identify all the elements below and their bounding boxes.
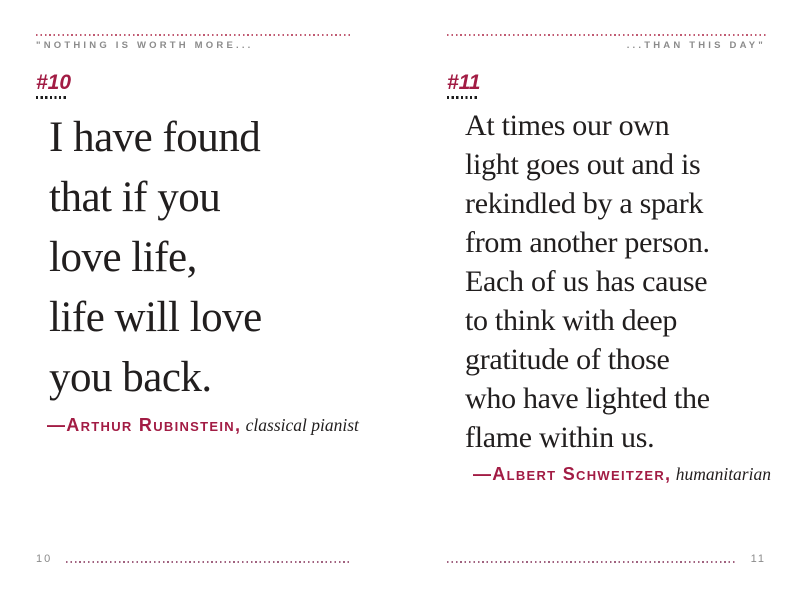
right-quote-number: #11 — [447, 71, 481, 94]
right-attribution — [447, 464, 771, 485]
left-quote-text: I have found that if you love life, life will love you back. — [49, 114, 262, 401]
right-quote-text: At times our own light goes out and is rekindled by a spark from another person. Each of us has cause to think with deep gratitude of those who have lighted the flame within us. — [465, 109, 710, 454]
left-attribution — [36, 415, 359, 436]
left-page — [36, 28, 359, 573]
right-quote-number-dots — [447, 96, 478, 99]
left-page-number: 10 — [36, 553, 53, 565]
right-footer-dotted-rule — [447, 561, 737, 563]
left-attribution-role: classical pianist — [241, 415, 359, 435]
right-attribution-name: —Albert Schweitzer, — [473, 464, 672, 484]
left-quote-number: #10 — [36, 71, 72, 94]
left-page-footer — [36, 553, 351, 565]
right-attribution-role: humanitarian — [671, 464, 771, 484]
left-footer-dotted-rule — [66, 561, 351, 563]
right-running-header: ...THAN THIS DAY" — [626, 40, 766, 51]
right-page — [447, 28, 771, 573]
right-page-number: 11 — [750, 553, 766, 565]
left-quote-number-dots — [36, 96, 67, 99]
left-attribution-name: —Arthur Rubinstein, — [47, 415, 242, 435]
left-running-header: "NOTHING IS WORTH MORE... — [36, 40, 254, 51]
right-page-footer — [447, 553, 766, 565]
right-header-dotted-rule — [447, 34, 766, 36]
left-header-dotted-rule — [36, 34, 351, 36]
